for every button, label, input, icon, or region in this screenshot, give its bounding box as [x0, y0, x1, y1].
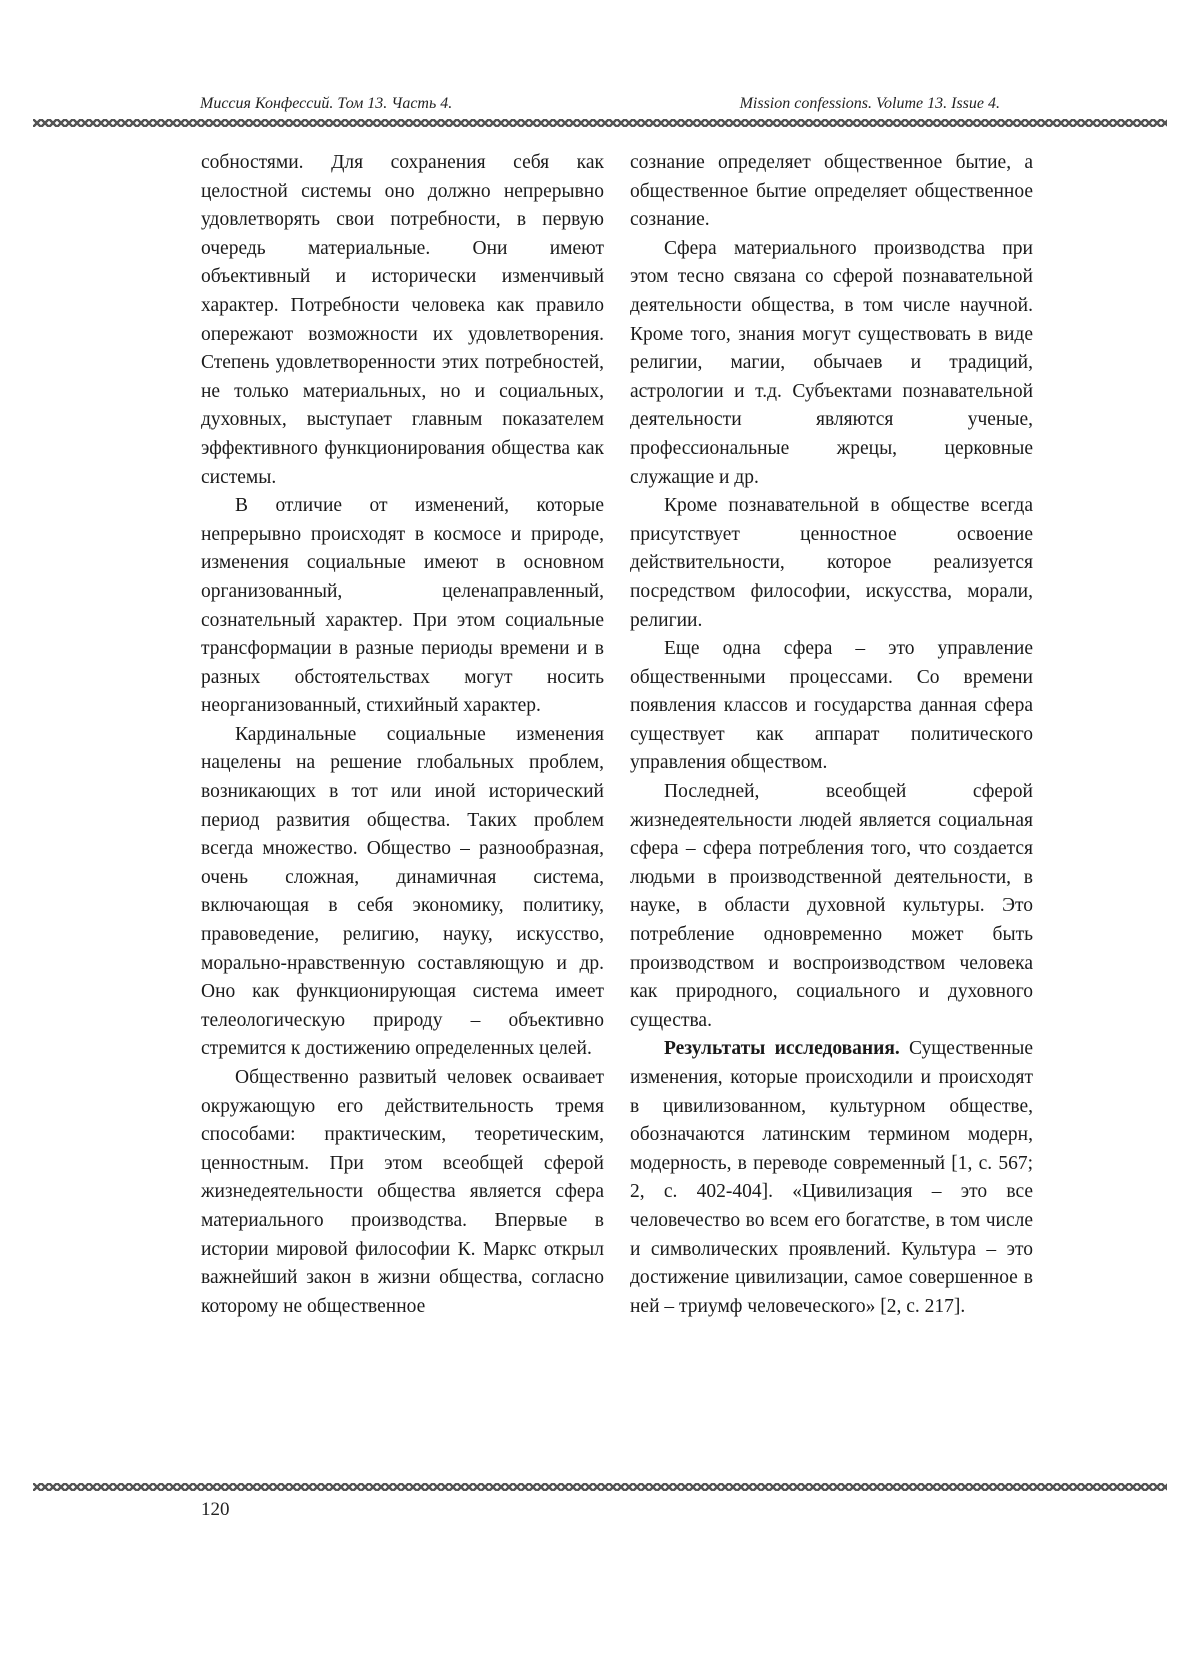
- top-ornamental-rule: [33, 117, 1167, 129]
- section-heading: Результаты исследования.: [664, 1038, 900, 1060]
- paragraph: Последней, всеобщей сферой жизнедеятельности людей является социальная сфера – сфера потребления того, что создается людьми в производственной деятельности, в науке, в области духовной культуры. Это потребление одновременно может быть производством и воспроизводством человека как природного, социального и духовного существа.: [630, 781, 1033, 1031]
- running-header-english: Mission confessions. Volume 13. Issue 4.: [739, 95, 1000, 112]
- paragraph: Сфера материального производства при этом тесно связана со сферой познавательной деятельности общества, в том числе научной. Кроме того, знания могут существовать в виде религии, магии, обычаев и традиций, астрологии и т.д. Субъектами познавательной деятельности являются ученые, профессиональные жрецы, церковные служащие и др.: [630, 237, 1033, 488]
- paragraph: сознание определяет общественное бытие, а общественное бытие определяет общественное сознание.: [630, 152, 1033, 231]
- page-number: 120: [201, 1499, 230, 1520]
- paragraph: Общественно развитый человек осваивает окружающую его действительность тремя способами: практическим, теоретическим, ценностным. При этом всеобщей сферой жизнедеятельности общества является сфера материального производства. Впервые в истории мировой философии К. Маркс открыл важнейший закон в жизни общества, согласно которому не общественное: [201, 1067, 604, 1317]
- results-text: Существенные изменения, которые происходили и происходят в цивилизованном, культурном обществе, обозначаются латинским термином модерн, модерность, в переводе современный [1, с. 567; 2, с. 402-404]. «Цивилизация – это все человечество во всем его богатстве, в том числе и символических проявлений. Культура – это достижение цивилизации, самое совершенное в ней – триумф человеческого» [2, с. 217].: [630, 1038, 1033, 1317]
- bottom-ornamental-rule: [33, 1481, 1167, 1493]
- paragraph: собностями. Для сохранения себя как целостной системы оно должно непрерывно удовлетворять свои потребности, в первую очередь материальные. Они имеют объективный и исторически изменчивый характер. Потребности человека как правило опережают возможности их удовлетворения. Степень удовлетворенности этих потребностей, не только материальных, но и социальных, духовных, выступает главным показателем эффективного функционирования общества как системы.: [201, 152, 604, 488]
- paragraph: Кроме познавательной в обществе всегда присутствует ценностное освоение действительности, которое реализуется посредством философии, искусства, морали, религии.: [630, 495, 1033, 631]
- paragraph: В отличие от изменений, которые непрерывно происходят в космосе и природе, изменения социальные имеют в основном организованный, целенаправленный, сознательный характер. При этом социальные трансформации в разные периоды времени и в разных обстоятельствах могут носить неорганизованный, стихийный характер.: [201, 495, 604, 717]
- running-header-russian: Миссия Конфессий. Том 13. Часть 4.: [200, 95, 453, 112]
- results-paragraph: [630, 1035, 1033, 1321]
- paragraph: Еще одна сфера – это управление общественными процессами. Со времени появления классов и государства данная сфера существует как аппарат политического управления обществом.: [630, 638, 1033, 774]
- right-column: [630, 149, 1033, 1321]
- paragraph: Кардинальные социальные изменения нацелены на решение глобальных проблем, возникающих в тот или иной исторический период развития общества. Таких проблем всегда множество. Общество – разнообразная, очень сложная, динамичная система, включающая в себя экономику, политику, правоведение, религию, науку, искусство, морально-нравственную составляющую и др. Оно как функционирующая система имеет телеологическую природу – объективно стремится к достижению определенных целей.: [201, 723, 604, 1060]
- left-column: [201, 149, 604, 1321]
